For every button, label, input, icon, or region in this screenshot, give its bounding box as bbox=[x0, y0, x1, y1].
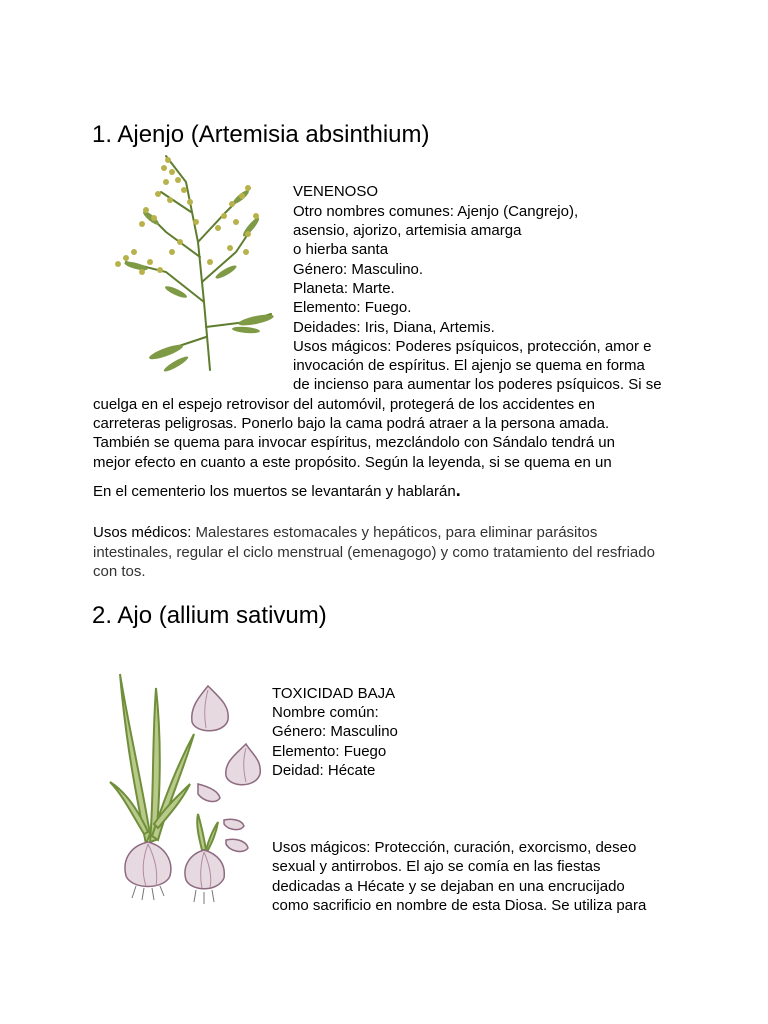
cemetery-line bbox=[93, 481, 461, 501]
section-1-heading: 1. Ajenjo (Artemisia absinthium) bbox=[92, 121, 430, 148]
magic-uses-line: de incienso para aumentar los poderes psíquicos. Si se bbox=[293, 376, 662, 393]
body-text-line: También se quema para invocar espíritus, mezclándolo con Sándalo tendrá un bbox=[93, 434, 615, 451]
medical-uses-label: Usos médicos: bbox=[93, 524, 196, 541]
deity-line: Deidad: Hécate bbox=[272, 762, 376, 779]
cemetery-period: . bbox=[455, 480, 461, 500]
gender-line: Género: Masculino. bbox=[293, 261, 424, 278]
common-name-line: Nombre común: bbox=[272, 704, 379, 721]
toxicity-label: TOXICIDAD BAJA bbox=[272, 685, 396, 702]
planet-line: Planeta: Marte. bbox=[293, 280, 395, 297]
body-text-line: mejor efecto en cuanto a este propósito. Según la leyenda, si se quema en un bbox=[93, 454, 612, 471]
element-line: Elemento: Fuego. bbox=[293, 299, 412, 316]
wormwood-illustration bbox=[106, 152, 278, 374]
magic-uses-line: Usos mágicos: Protección, curación, exorcismo, deseo bbox=[272, 839, 637, 856]
medical-uses-line: con tos. bbox=[93, 563, 146, 580]
deities-line: Deidades: Iris, Diana, Artemis. bbox=[293, 319, 495, 336]
common-names-line: o hierba santa bbox=[293, 241, 389, 258]
magic-uses-line: dedicadas a Hécate y se dejaban en una encrucijado bbox=[272, 878, 625, 895]
magic-uses-line: como sacrificio en nombre de esta Diosa. Se utiliza para bbox=[272, 897, 647, 914]
gender-line: Género: Masculino bbox=[272, 723, 398, 740]
toxicity-label: VENENOSO bbox=[293, 183, 379, 200]
element-line: Elemento: Fuego bbox=[272, 743, 387, 760]
medical-uses-line: intestinales, regular el ciclo menstrual (emenagogo) y como tratamiento del resfriado bbox=[93, 544, 655, 561]
magic-uses-line: invocación de espíritus. El ajenjo se quema en forma bbox=[293, 357, 645, 374]
body-text-line: cuelga en el espejo retrovisor del automóvil, protegerá de los accidentes en bbox=[93, 396, 595, 413]
garlic-illustration bbox=[106, 664, 266, 908]
magic-uses-line: sexual y antirrobos. El ajo se comía en las fiestas bbox=[272, 858, 601, 875]
common-names-line: asensio, ajorizo, artemisia amarga bbox=[293, 222, 522, 239]
body-text-line: carreteras peligrosas. Ponerlo bajo la cama podrá atraer a la persona amada. bbox=[93, 415, 610, 432]
cemetery-text: En el cementerio los muertos se levantarán y hablarán bbox=[93, 483, 456, 500]
medical-uses-line bbox=[93, 523, 597, 542]
section-2-heading: 2. Ajo (allium sativum) bbox=[92, 602, 327, 629]
medical-uses-text: Malestares estomacales y hepáticos, para eliminar parásitos bbox=[195, 524, 598, 541]
common-names-line: Otro nombres comunes: Ajenjo (Cangrejo), bbox=[293, 203, 579, 220]
magic-uses-line: Usos mágicos: Poderes psíquicos, protección, amor e bbox=[293, 338, 652, 355]
